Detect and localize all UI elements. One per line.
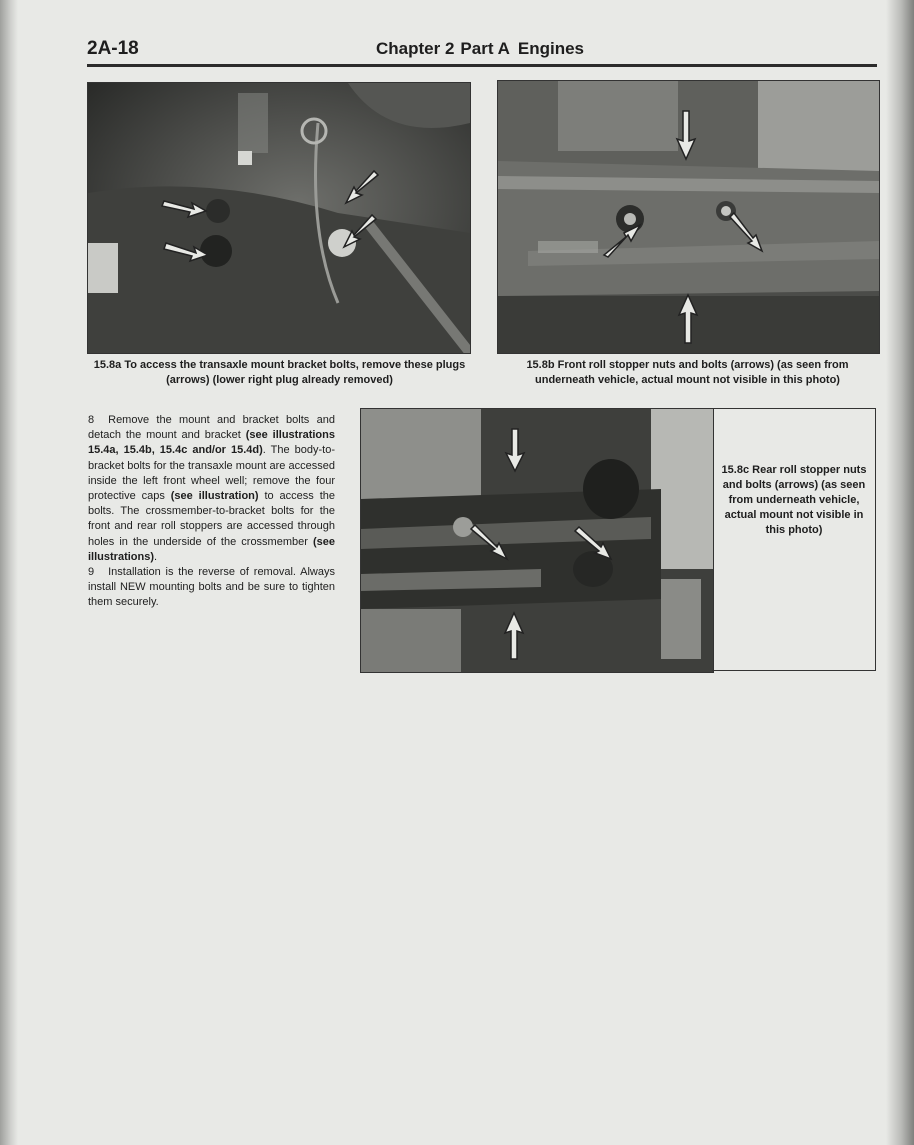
step-number: 8 — [88, 414, 95, 426]
figure-caption-text: Rear roll stopper nuts and bolts (arrows) (as seen from underneath vehicle, actual mount not visible in this photo) — [722, 464, 867, 536]
section-label: Engines — [517, 39, 584, 58]
step-text: to access the bolts. The crossmember-to-bracket bolts for the front and rear roll stoppers are accessed through holes in the underside of the crossmember — [88, 490, 335, 548]
step-number: 9 — [88, 566, 95, 579]
step-text: . The body-to-bracket bolts for the transaxle mount are accessed inside the left front wheel well; remove the four protective caps — [88, 444, 335, 503]
page-binding-shadow — [0, 0, 18, 1145]
step-text: . — [154, 550, 158, 563]
figure-caption — [87, 358, 472, 388]
page-edge-shadow — [886, 0, 914, 1145]
figure-caption — [497, 358, 878, 388]
photo-rear-roll-stopper — [360, 408, 714, 673]
illustration-reference: (see illustration) — [170, 490, 259, 503]
body-text — [88, 413, 335, 611]
part-label: Part A — [460, 39, 510, 58]
page-number: 2A-18 — [87, 38, 139, 59]
figure-label: 15.8a — [93, 359, 122, 371]
step-text: Installation is the reverse of removal. Always install NEW mounting bolts and be sure to tighten them securely. — [88, 566, 335, 609]
chapter-label: Chapter 2 — [376, 39, 455, 58]
running-head — [376, 39, 584, 59]
caption-frame — [712, 408, 876, 671]
illustration-reference: (see illustrations) — [88, 535, 335, 563]
illustration-reference: (see illustrations 15.4a, 15.4b, 15.4c and/or 15.4d) — [88, 429, 335, 457]
step-8-paragraph — [88, 413, 335, 565]
figure-label: 15.8b — [526, 359, 555, 371]
photo-front-roll-stopper — [497, 80, 880, 354]
figure-caption-text: Front roll stopper nuts and bolts (arrows) (as seen from underneath vehicle, actual mount not visible in this photo) — [535, 359, 849, 386]
step-9-paragraph — [88, 565, 335, 611]
figure-label: 15.8c — [721, 464, 750, 476]
figure-caption — [716, 463, 872, 538]
figure-caption-text: To access the transaxle mount bracket bolts, remove these plugs (arrows) (lower right plug already removed) — [124, 359, 466, 386]
step-text: Remove the mount and bracket bolts and detach the mount and bracket — [88, 414, 335, 442]
photo-transaxle-mount-plugs — [87, 82, 471, 354]
header-rule — [87, 64, 877, 67]
